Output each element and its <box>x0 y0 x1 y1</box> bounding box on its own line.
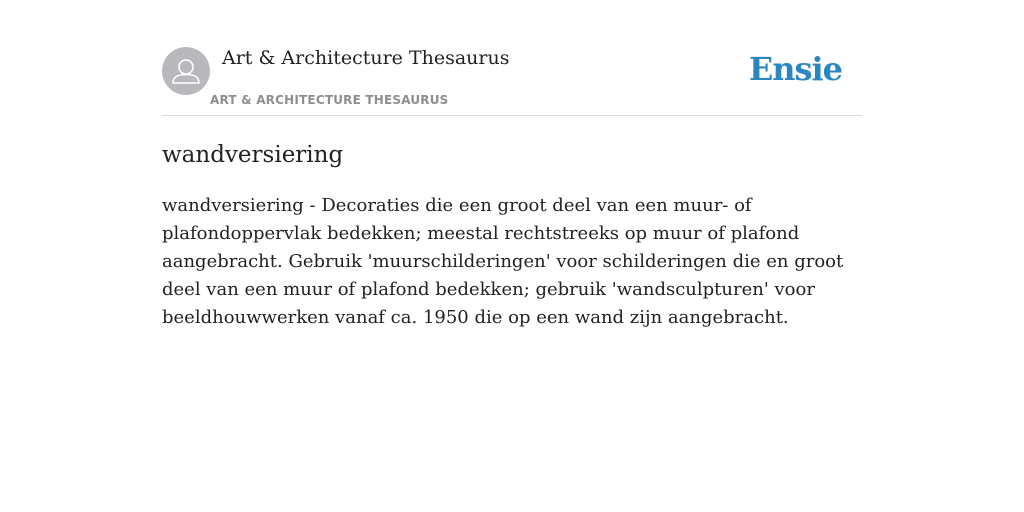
author-subtitle: ART & ARCHITECTURE THESAURUS <box>210 93 449 107</box>
profile-header <box>162 46 862 116</box>
user-silhouette-icon <box>162 47 210 95</box>
avatar[interactable] <box>162 47 210 95</box>
ensie-logo-link[interactable]: Ensie <box>748 50 842 88</box>
entry-definition: wandversiering - Decoraties die een groot deel van een muur- of plafondoppervlak bedekken; meestal rechtstreeks op muur of plafond aangebracht. Gebruik 'muurschilderingen' voor schilderingen die en groot deel van een muur of plafond bedekken; gebruik 'wandsculpturen' voor beeldhouwwerken vanaf ca. 1950 die op een wand zijn aangebracht. <box>162 195 844 328</box>
author-name-link[interactable]: Art & Architecture Thesaurus <box>222 47 510 69</box>
entry-term-title: wandversiering <box>162 142 344 168</box>
